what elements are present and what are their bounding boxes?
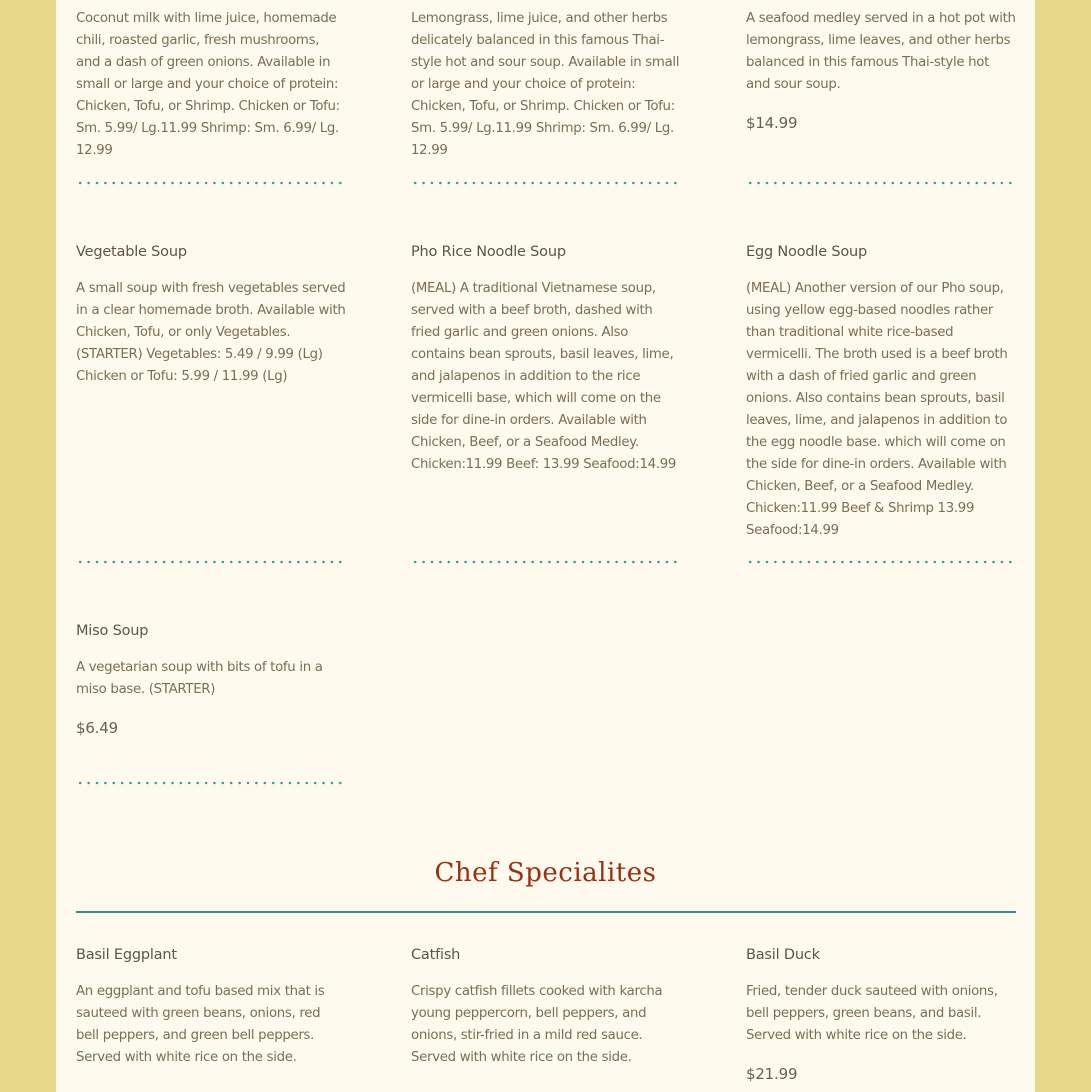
- item-description: A seafood medley served in a hot pot with lemongrass, lime leaves, and other herbs balanced in this famous Thai-style hot and sour soup.: [746, 11, 1016, 92]
- menu-item-vegetable-soup: [76, 244, 346, 388]
- item-description: A vegetarian soup with bits of tofu in a miso base. (STARTER): [76, 660, 323, 697]
- menu-item-hot-sour-soup: [411, 8, 681, 162]
- menu-item-pho-rice-noodle-soup: [411, 244, 681, 476]
- item-name: Pho Rice Noodle Soup: [411, 244, 566, 260]
- item-name: Miso Soup: [76, 623, 149, 639]
- dotted-divider: [411, 559, 681, 565]
- item-name: Egg Noodle Soup: [746, 244, 868, 260]
- dotted-divider: [76, 780, 346, 786]
- dotted-divider: [76, 180, 346, 186]
- item-name: Basil Eggplant: [76, 947, 177, 963]
- item-name: Vegetable Soup: [76, 244, 187, 260]
- dotted-divider: [746, 559, 1016, 565]
- section-divider: [76, 911, 1016, 913]
- menu-item-coconut-soup: [76, 8, 346, 162]
- item-description: (MEAL) A traditional Vietnamese soup, served with a beef broth, dashed with fried garlic and green onions. Also contains bean sprouts, basil leaves, lime, and jalapenos in addition to the rice vermicelli base, which will come on the side for dine-in orders. Available with Chicken, Beef, or a Seafood Medley. Chicken:11.99 Beef: 13.99 Seafood:14.99: [411, 281, 677, 472]
- menu-panel: [56, 0, 1035, 1092]
- item-name: Catfish: [411, 947, 461, 963]
- item-description: Coconut milk with lime juice, homemade chili, roasted garlic, fresh mushrooms, and a dash of green onions. Available in small or large and your choice of protein: Chicken, Tofu, or Shrimp. Chicken or Tofu: Sm. 5.99/ Lg.11.99 Shrimp: Sm. 6.99/ Lg. 12.99: [76, 11, 340, 158]
- dotted-divider: [411, 180, 681, 186]
- item-description: An eggplant and tofu based mix that is sauteed with green beans, onions, red bell peppers, and green bell peppers. Served with white rice on the side.: [76, 984, 325, 1065]
- menu-item-basil-eggplant: [76, 947, 346, 1069]
- item-description: Crispy catfish fillets cooked with karcha young peppercorn, bell peppers, and onions, stir-fried in a mild red sauce. Served with white rice on the side.: [411, 984, 663, 1065]
- item-price: $21.99: [746, 1065, 798, 1083]
- menu-item-miso-soup: [76, 623, 346, 737]
- item-name: Basil Duck: [746, 947, 820, 963]
- item-price: $14.99: [746, 114, 798, 132]
- item-price: $6.49: [76, 719, 118, 737]
- menu-item-seafood-hot-pot: [746, 8, 1016, 132]
- dotted-divider: [746, 180, 1016, 186]
- section-title-chef-specialties: Chef Specialites: [434, 858, 657, 888]
- item-description: Lemongrass, lime juice, and other herbs delicately balanced in this famous Thai-style hot and sour soup. Available in small or large and your choice of protein: Chicken, Tofu, or Shrimp. Chicken or Tofu: Sm. 5.99/ Lg.11.99 Shrimp: Sm. 6.99/ Lg. 12.99: [411, 11, 680, 158]
- menu-item-basil-duck: [746, 947, 1016, 1083]
- menu-item-egg-noodle-soup: [746, 244, 1016, 542]
- menu-item-catfish: [411, 947, 681, 1069]
- item-description: (MEAL) Another version of our Pho soup, using yellow egg-based noodles rather than traditional white rice-based vermicelli. The broth used is a beef broth with a dash of fried garlic and green onions. Also contains bean sprouts, basil leaves, lime, and jalapenos in addition to the egg noodle base. which will come on the side for dine-in orders. Available with Chicken, Beef, or a Seafood Medley. Chicken:11.99 Beef & Shrimp 13.99 Seafood:14.99: [746, 281, 1008, 538]
- dotted-divider: [76, 559, 346, 565]
- item-description: A small soup with fresh vegetables served in a clear homemade broth. Available with Chicken, Tofu, or only Vegetables. (STARTER) Vegetables: 5.49 / 9.99 (Lg) Chicken or Tofu: 5.99 / 11.99 (Lg): [76, 281, 346, 384]
- item-description: Fried, tender duck sauteed with onions, bell peppers, green beans, and basil. Served with white rice on the side.: [746, 984, 998, 1043]
